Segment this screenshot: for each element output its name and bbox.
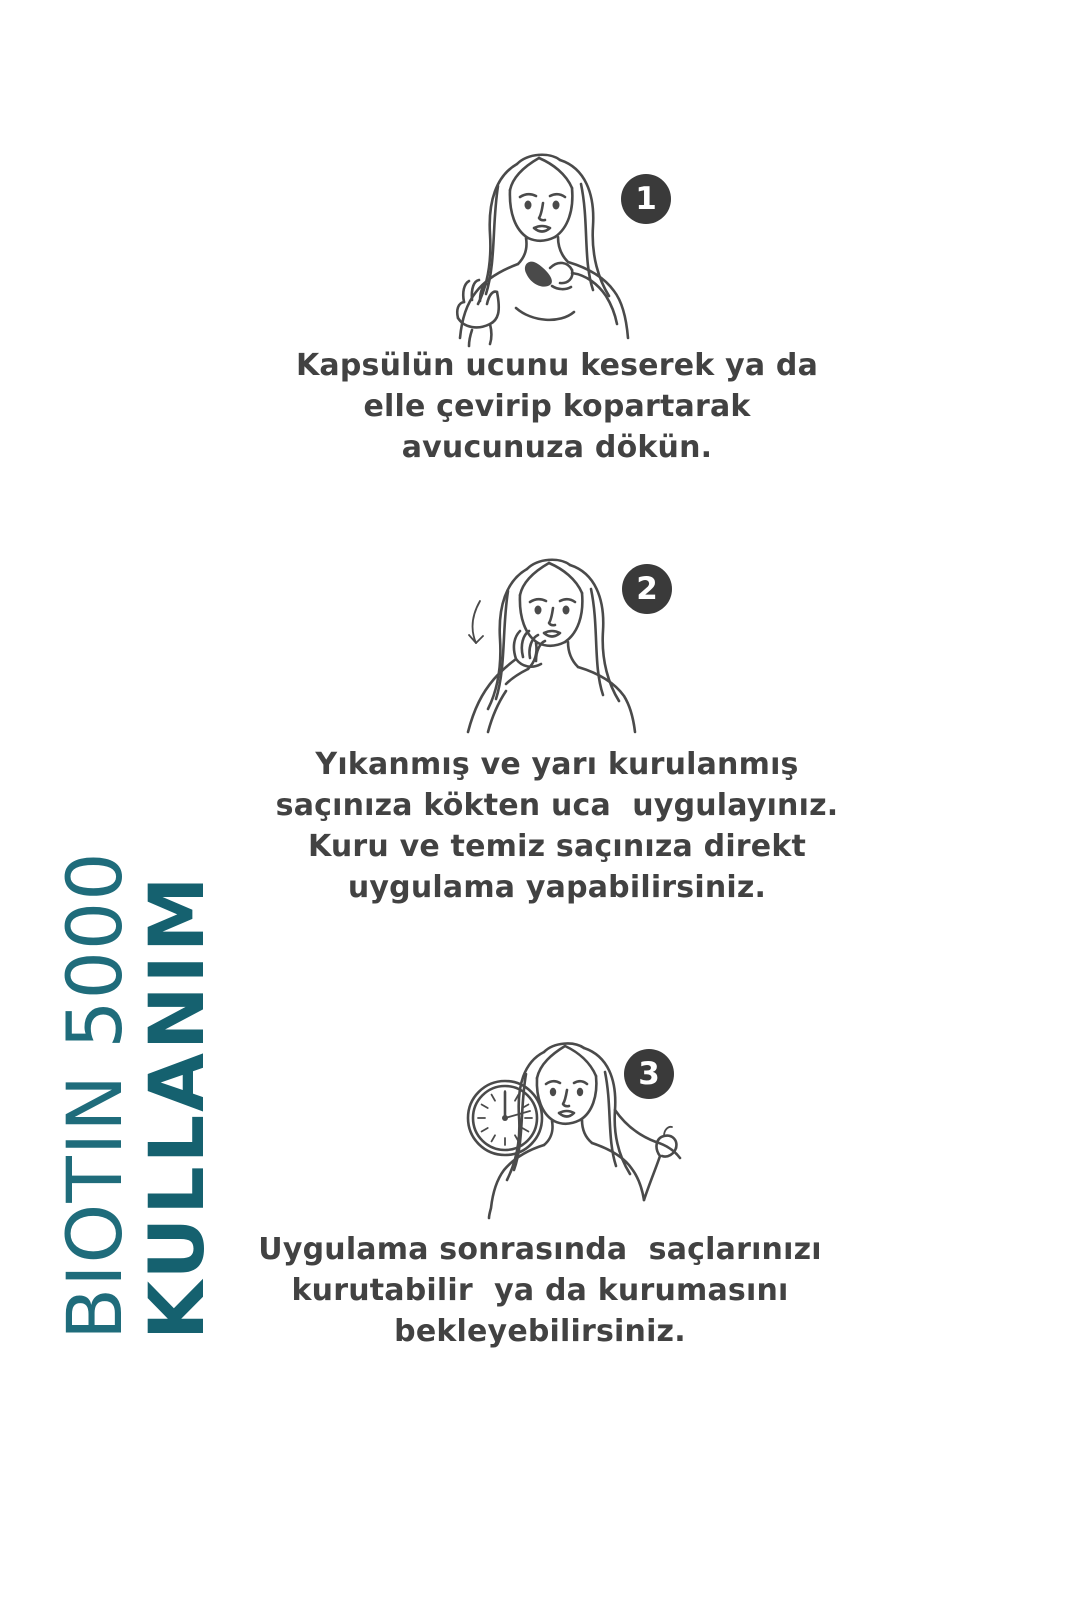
vertical-title [50, 775, 221, 1340]
woman-pouring-capsule-illustration [420, 140, 660, 350]
down-arrow-icon [469, 601, 483, 643]
step3-number: 3 [638, 1056, 660, 1092]
step3-illustration [420, 1030, 720, 1220]
clock-icon [468, 1081, 542, 1155]
step3-number-badge [624, 1049, 674, 1099]
step2-caption: Yıkanmış ve yarı kurulanmış saçınıza kökten uca uygulayınız. Kuru ve temiz saçınıza direkt uygulama yapabilirsiniz. [275, 747, 839, 905]
step1-illustration [420, 140, 660, 350]
step1-caption: Kapsülün ucunu keserek ya da elle çevirip kopartarak avucunuza dökün. [295, 348, 819, 465]
woman-applying-to-hair-illustration [420, 525, 660, 737]
product-name: BIOTIN 5000 [50, 851, 139, 1340]
step2-number-badge [622, 564, 672, 614]
step2-number: 2 [636, 571, 658, 607]
capsule-icon [525, 262, 552, 287]
section-title: KULLANIM [132, 873, 221, 1340]
step1-number: 1 [635, 181, 657, 217]
step2-illustration [420, 525, 660, 737]
step1-number-badge [621, 174, 671, 224]
woman-with-clock-illustration [420, 1030, 720, 1220]
step3-caption: Uygulama sonrasında saçlarınızı kurutabilir ya da kurumasını bekleyebilirsiniz. [258, 1232, 822, 1349]
